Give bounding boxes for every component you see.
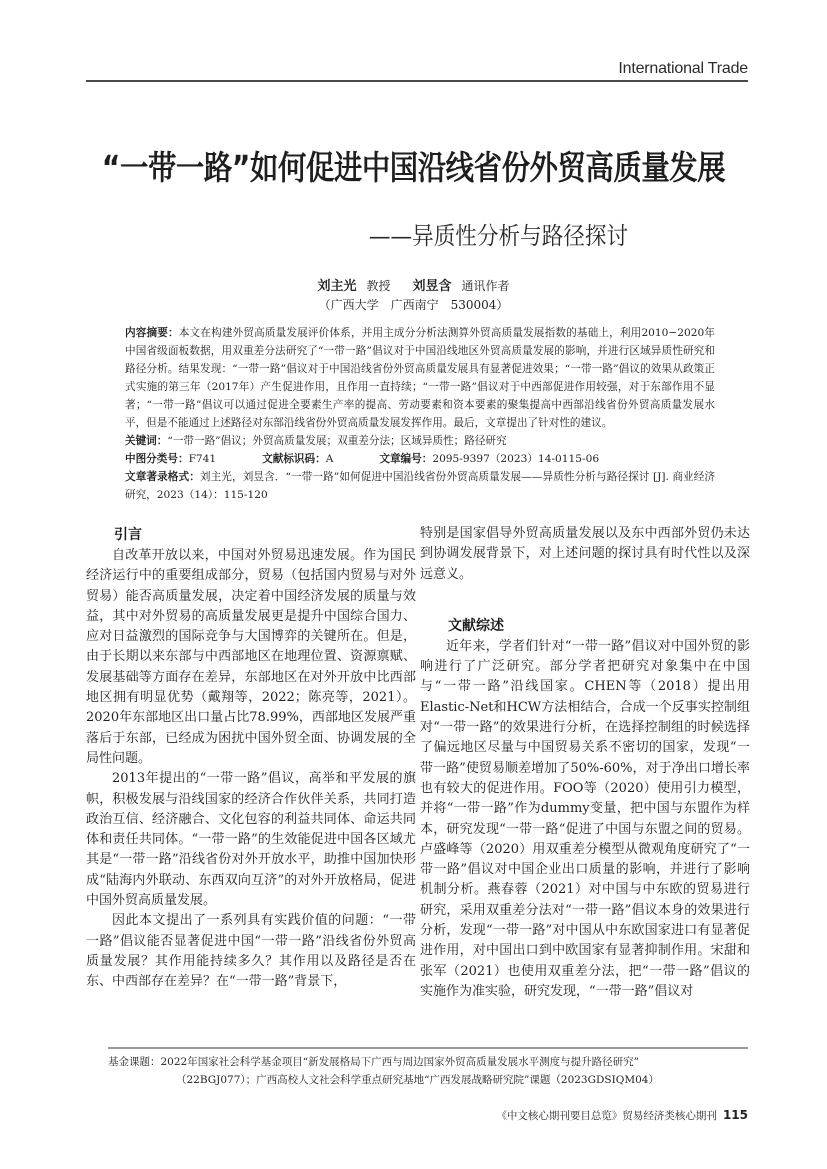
abstract-label: 内容摘要： <box>125 327 179 339</box>
funding-text-continued: （22BGJ077）；广西高校人文社会科学重点研究基地“广西发展战略研究院”课题（2023GDSIQM04） <box>176 1074 659 1086</box>
citation-label: 文章著录格式： <box>125 471 200 483</box>
paragraph: 自改革开放以来，中国对外贸易迅速发展。作为国民经济运行中的重要组成部分，贸易（包括国内贸易与对外贸易）能否高质量发展，决定着中国经济发展的质量与效益，其中对外贸易的高质量发展更是提升中国综合国力、应对日益激烈的国际竞争与大国博弈的关键所在。但是，由于长期以来东部与中西部地区在地理位置、资源禀赋、发展基础等方面存在差异，东部地区在对外开放中比西部地区拥有明显优势（戴翔等，2022；陈亮等，2021）。2020年东部地区出口量占比78.99%，西部地区发展严重落后于东部，已经成为困扰中国外贸全面、协调发展的全局性问题。 <box>86 548 416 766</box>
article-title: “一带一路”如何促进中国沿线省份外贸高质量发展 <box>101 148 726 187</box>
clc-value: F741 <box>188 453 217 465</box>
keywords <box>125 432 715 450</box>
journal-line: 《中文核心期刊要目总览》贸易经济类核心期刊 <box>496 1110 717 1122</box>
citation <box>125 468 715 504</box>
page-number: 115 <box>722 1108 748 1122</box>
header-rule <box>86 80 748 82</box>
author-role: 教授 <box>366 279 391 293</box>
keywords-label: 关键词： <box>125 435 168 447</box>
section-heading-review: 文献综述 <box>448 617 504 634</box>
affiliation: （广西大学 广西南宁 530004） <box>318 298 509 312</box>
article-subtitle: ——异质性分析与路径探讨 <box>368 222 629 250</box>
paragraph-continued: 特别是国家倡导外贸高质量发展以及东中西部外贸仍未达到协调发展背景下，对上述问题的探讨具有时代性以及深远意义。 <box>420 526 750 582</box>
section-label: International Trade <box>618 60 748 77</box>
funding-text: 2022年国家社会科学基金项目“新发展格局下广西与周边国家外贸高质量发展水平测度与提升路径研究” <box>160 1056 639 1068</box>
footnote-rule <box>108 1047 748 1049</box>
paragraph: 近年来，学者们针对“一带一路”倡议对中国外贸的影响进行了广泛研究。部分学者把研究对象集中在中国与“一带一路”沿线国家。CHEN等（2018）提出用Elastic-Net和HCW方法相结合，合成一个反事实控制组对“一带一路”的效果进行分析，在选择控制组的时候选择了偏远地区尽量与中国贸易关系不密切的国家，发现“一带一路”使贸易顺差增加了50%-60%，对于净出口增长率也有较大的促进作用。FOO等（2020）使用引力模型，并将“一带一路”作为dummy变量，把中国与东盟作为样本，研究发现“一带一路“促进了中国与东盟之间的贸易。卢盛峰等（2020）用双重差分模型从微观角度研究了“一带一路”倡议对中国企业出口质量的影响，并进行了影响机制分析。燕春蓉（2021）对中国与中东欧的贸易进行研究，采用双重差分法对“一带一路”倡议本身的效果进行分析，发现“一带一路”对中国从中东欧国家进口有显著促进作用，对中国出口到中欧国家有显著抑制作用。宋甜和张军（2021）也使用双重差分法，把“一带一路”倡议的实施作为准实验，研究发现，“一带一路”倡议对 <box>420 638 750 999</box>
section-heading-intro: 引言 <box>114 527 142 543</box>
identifier-row <box>125 450 715 468</box>
running-header <box>86 56 748 82</box>
clc-label: 中图分类号： <box>125 453 189 465</box>
doc-code-label: 文献标识码： <box>262 453 326 465</box>
article-metadata <box>125 324 715 504</box>
abstract <box>125 324 715 432</box>
funding-label: 基金课题： <box>108 1056 161 1068</box>
article-no-value: 2095-9397（2023）14-0115-06 <box>432 453 600 465</box>
paragraph: 因此本文提出了一系列具有实践价值的问题：“一带一路”倡议能否显著促进中国“一带一路”沿线省份外贸高质量发展？其作用能持续多久？其作用以及路径是否在东、中西部存在差异？在“一带一路”背景下， <box>86 913 416 990</box>
author-name: 刘昱含 <box>412 279 452 294</box>
citation-text: 刘主光，刘昱含．“一带一路”如何促进中国沿线省份外贸高质量发展——异质性分析与路径探讨 [J]. 商业经济研究，2023（14）：115-120 <box>125 471 716 501</box>
keywords-text: “一带一路”倡议；外贸高质量发展；双重差分法；区域异质性；路径研究 <box>167 435 507 447</box>
author-role: 通讯作者 <box>461 279 510 293</box>
body-column-left <box>86 524 416 993</box>
funding-note <box>108 1053 748 1089</box>
abstract-text: 本文在构建外贸高质量发展评价体系，并用主成分分析法测算外贸高质量发展指数的基础上，利用2010−2020年中国省级面板数据，用双重差分法研究了“一带一路”倡议对于中国沿线地区外贸高质量发展的影响，并进行区域异质性研究和路径分析。结果发现：“一带一路”倡议对于中国沿线省份外贸高质量发展具有显著促进效果；“一带一路”倡议的效果从政策正式实施的第三年（2017年）产生促进作用，且作用一直持续；“一带一路”倡议对于中西部促进作用较强，对于东部作用不显著；“一带一路”倡议可以通过促进全要素生产率的提高、劳动要素和资本要素的聚集提高中西部沿线省份外贸高质量发展水平，但是不能通过上述路径对东部沿线省份外贸高质量发展发挥作用。最后，文章提出了针对性的建议。 <box>125 327 715 429</box>
author-line <box>0 275 827 294</box>
paragraph: 2013年提出的“一带一路”倡议，高举和平发展的旗帜，积极发展与沿线国家的经济合作伙伴关系，共同打造政治互信、经济融合、文化包容的利益共同体、命运共同体和责任共同体。“一带一路”的生效能促进中国各区域尤其是“一带一路”沿线省份对外开放水平，助推中国加快形成“陆海内外联动、东西双向互济”的对外开放格局，促进中国外贸高质量发展。 <box>86 771 416 909</box>
author-name: 刘主光 <box>317 279 357 294</box>
article-no-label: 文章编号： <box>379 453 433 465</box>
body-column-right <box>420 524 750 1002</box>
page-footer <box>496 1108 748 1123</box>
doc-code-value: A <box>325 453 334 465</box>
